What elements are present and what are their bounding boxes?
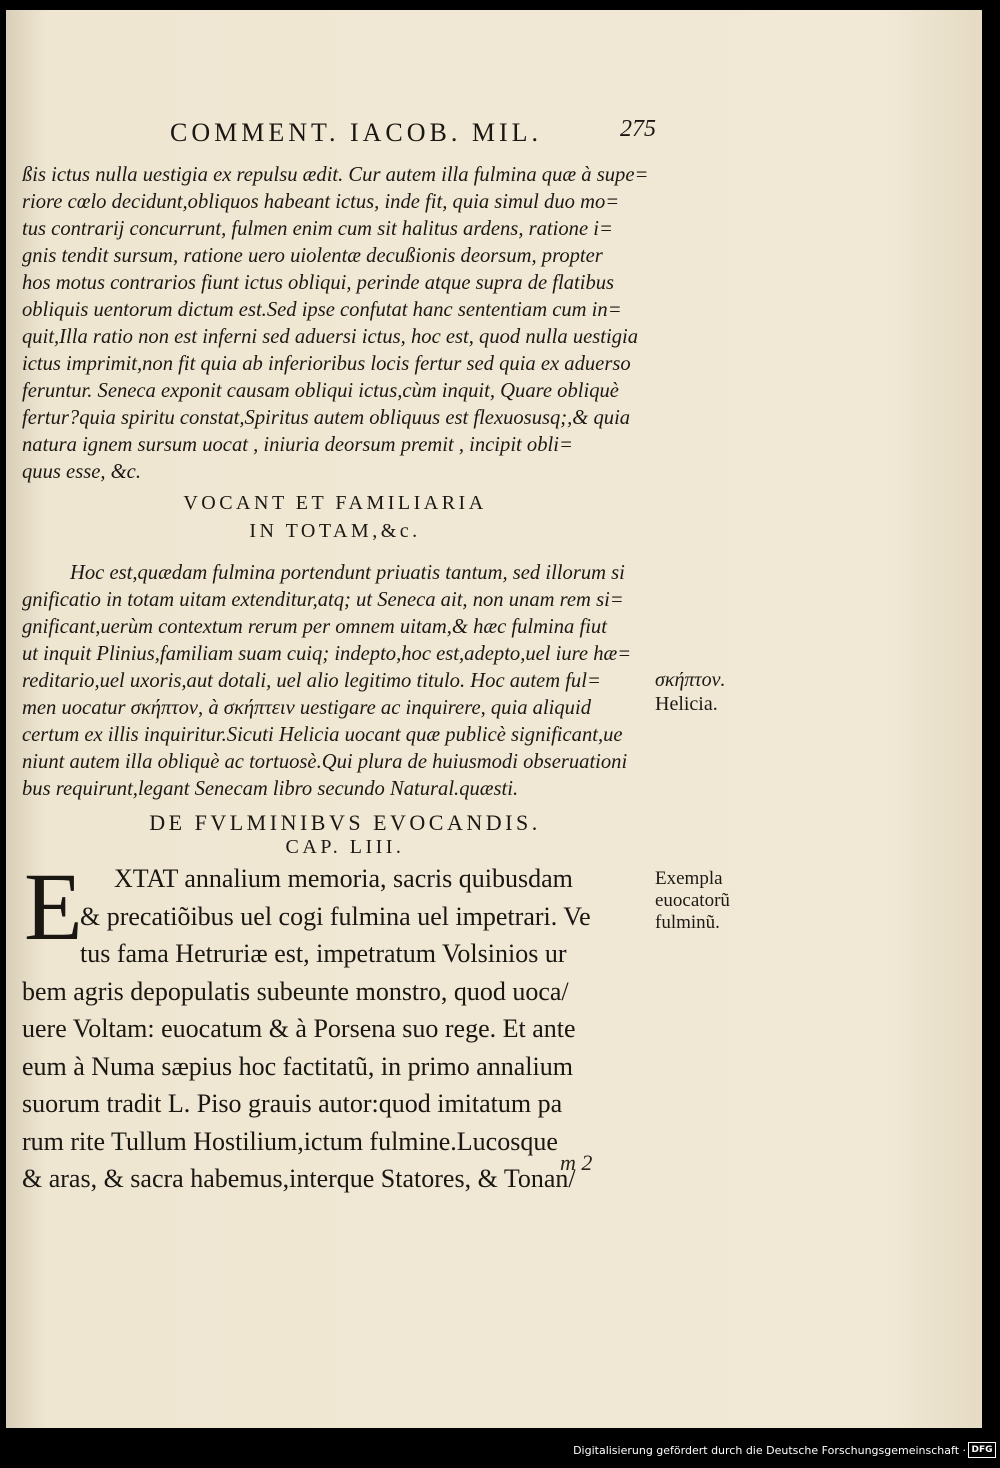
drop-capital: E [24,853,83,960]
text-line: natura ignem sursum uocat , iniuria deorsum premit , incipit obli= [22,434,573,456]
text-line: men uocatur σκήπτον, à σκήπτειν uestigare ac inquirere, quia aliquid [22,697,592,719]
page-number: 275 [620,116,656,142]
text-line: feruntur. Seneca exponit causam obliqui ictus,cùm inquit, Quare obliquè [22,380,619,402]
text-line: eum à Numa sæpius hoc factitatũ, in primo annalium [22,1051,573,1081]
text-line: uere Voltam: euocatum & à Porsena suo rege. Et ante [22,1014,576,1043]
text-line: & precatiõibus uel cogi fulmina uel impetrari. Ve [80,901,591,931]
text-line: suorum tradit L. Piso grauis autor:quod imitatum pa [22,1089,563,1118]
text-line: fertur?quia spiritu constat,Spiritus autem obliquus est flexuosusq;,& quia [22,407,631,429]
margin-note-helicia [655,668,775,716]
text-line: quit,Illa ratio non est inferni sed aduersi ictus, hoc est, quod nulla uestigia [22,326,639,348]
text-line: hos motus contrarios fiunt ictus obliqui, perinde atque supra de flatibus [22,272,615,294]
commentary-block-2 [22,560,652,803]
text-line: bem agris depopulatis subeunte monstro, quod uoca/ [22,976,569,1006]
text-line: bus requirunt,legant Senecam libro secundo Natural.quæsti. [22,778,519,800]
text-line: XTAT annalium memoria, sacris quibusdam [114,864,573,893]
text-line: tus contrarij concurrunt, fulmen enim cum sit halitus ardens, ratione i= [22,218,613,240]
signature-mark: m 2 [560,1150,593,1175]
text-line: & aras, & sacra habemus,interque Statores, & Tonan/ [22,1164,576,1193]
commentary-block-1 [22,162,652,486]
margin-note-line: fulminũ. [655,912,720,933]
text-line: ut inquit Plinius,familiam suam cuiq; indepto,hoc est,adepto,uel iure hæ= [22,643,632,665]
text-line: ßis ictus nulla uestigia ex repulsu ædit. Cur autem illa fulmina quæ à supe= [22,164,649,186]
margin-note-line: euocatorũ [655,890,730,911]
main-text-block [22,853,654,1198]
running-head: COMMENT. IACOB. MIL. [170,118,543,147]
text-line: ictus imprimit,non fit quia ab inferioribus locis fertur sed quia ex aduerso [22,353,631,375]
margin-note-exempla [655,868,775,934]
text-line: gnis tendit sursum, ratione uero uiolentæ decußionis deorsum, propter [22,245,603,267]
text-line: gnificatio in totam uitam extenditur,atq; ut Seneca ait, non unam rem si= [22,589,624,611]
margin-note-line: σκήπτον. [655,669,726,691]
text-line: certum ex illis inquiritur.Sicuti Helicia uocant quæ publicè significant,ue [22,724,623,746]
text-line: obliquis uentorum dictum est.Sed ipse confutat hanc sententiam cum in= [22,299,622,321]
text-line: tus fama Hetruriæ est, impetratum Volsinios ur [80,939,567,968]
text-line: niunt autem illa obliquè ac tortuosè.Qui plura de huiusmodi obseruationi [22,751,628,773]
text-line: Hoc est,quædam fulmina portendunt priuatis tantum, sed illorum si [70,562,625,584]
text-line: riore cœlo decidunt,obliquos habeant ictus, inde fit, quia simul duo mo= [22,191,620,213]
chapter-number: CAP. LIII. [285,836,405,858]
text-line: reditario,uel uxoris,aut dotali, uel alio legitimo titulo. Hoc autem ful= [22,670,601,692]
chapter-title: DE FVLMINIBVS EVOCANDIS. [149,810,541,835]
text-line: gnificant,uerùm contextum rerum per omnem uitam,& hæc fulmina fiut [22,616,607,638]
section-heading-1-sub: IN TOTAM,&c. [249,520,421,542]
margin-note-line: Helicia. [655,693,718,715]
text-line: quus esse, &c. [22,461,141,483]
text-line: rum rite Tullum Hostilium,ictum fulmine.Lucosque [22,1126,558,1156]
margin-note-line: Exempla [655,868,723,889]
digitization-credit: Digitalisierung gefördert durch die Deutsche Forschungsgemeinschaft · [573,1444,966,1457]
dfg-logo-icon: DFG [968,1442,996,1458]
section-heading-1: VOCANT ET FAMILIARIA [183,492,487,514]
